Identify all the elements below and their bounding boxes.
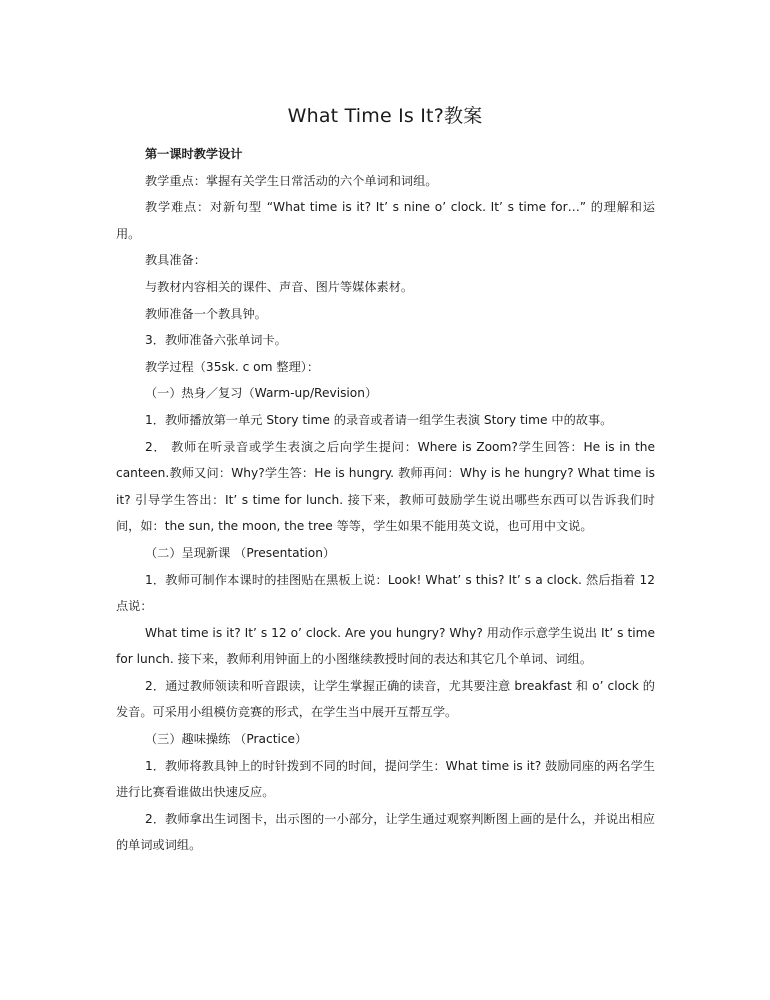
paragraph-key-points: 教学重点：掌握有关学生日常活动的六个单词和词组。 [145, 173, 438, 188]
paragraph-practice-1: 1．教师将教具钟上的时针拨到不同的时间，提问学生：What time is it? 鼓励同座的两名学生进行比赛看谁做出快速反应。 [116, 758, 655, 800]
paragraph-materials-3: 3．教师准备六张单词卡。 [145, 333, 287, 348]
paragraph-presentation-2: 2．通过教师领读和听音跟读，让学生掌握正确的读音，尤其要注意 breakfast 和 o’ clock 的发音。可采用小组模仿竞赛的形式，在学生当中展开互帮互学。 [116, 678, 655, 720]
paragraph-materials-2: 教师准备一个教具钟。 [145, 306, 267, 321]
section-heading: 第一课时教学设计 [145, 147, 243, 161]
paragraph-practice-2: 2．教师拿出生词图卡，出示图的一小部分，让学生通过观察判断图上画的是什么，并说出相应的单词或词组。 [116, 811, 655, 853]
paragraph-materials-1: 与教材内容相关的课件、声音、图片等媒体素材。 [145, 279, 414, 294]
paragraph-presentation-1: 1．教师可制作本课时的挂图贴在黑板上说：Look! What’ s this? It’ s a clock. 然后指着 12 点说： [116, 572, 655, 614]
paragraph-presentation-dialog: What time is it? It’ s 12 o’ clock. Are you hungry? Why? 用动作示意学生说出 It’ s time for lunch. 接下来，教师利用钟面上的小图继续教授时间的表达和其它几个单词、词组。 [116, 625, 655, 667]
document-title: What Time Is It?教案 [287, 105, 483, 127]
subsection-practice: （三）趣味操练 （Practice） [145, 732, 308, 747]
paragraph-difficulties: 教学难点：对新句型 “What time is it? It’ s nine o’ clock. It’ s time for…” 的理解和运用。 [116, 200, 655, 241]
paragraph-materials-heading: 教具准备： [145, 253, 206, 268]
document-body [116, 141, 655, 859]
subsection-presentation: （二）呈现新课 （Presentation） [145, 545, 336, 560]
paragraph-warmup-1: 1．教师播放第一单元 Story time 的录音或者请一组学生表演 Story time 中的故事。 [145, 412, 613, 427]
paragraph-process-heading: 教学过程（35sk. c om 整理）： [145, 359, 320, 374]
paragraph-warmup-2: 2． 教师在听录音或学生表演之后向学生提问：Where is Zoom?学生回答：He is in the canteen.教师又问：Why?学生答：He is hungry. 教师再问：Why is he hungry? What time is it? 引导学生答出：It’ s time for lunch. 接下来，教师可鼓励学生说出哪些东西可以告诉我们时间，如：the sun, the moon, the tree 等等，学生如果不能用英文说，也可用中文说。 [116, 439, 655, 534]
subsection-warmup: （一）热身／复习（Warm-up/Revision） [145, 386, 378, 401]
